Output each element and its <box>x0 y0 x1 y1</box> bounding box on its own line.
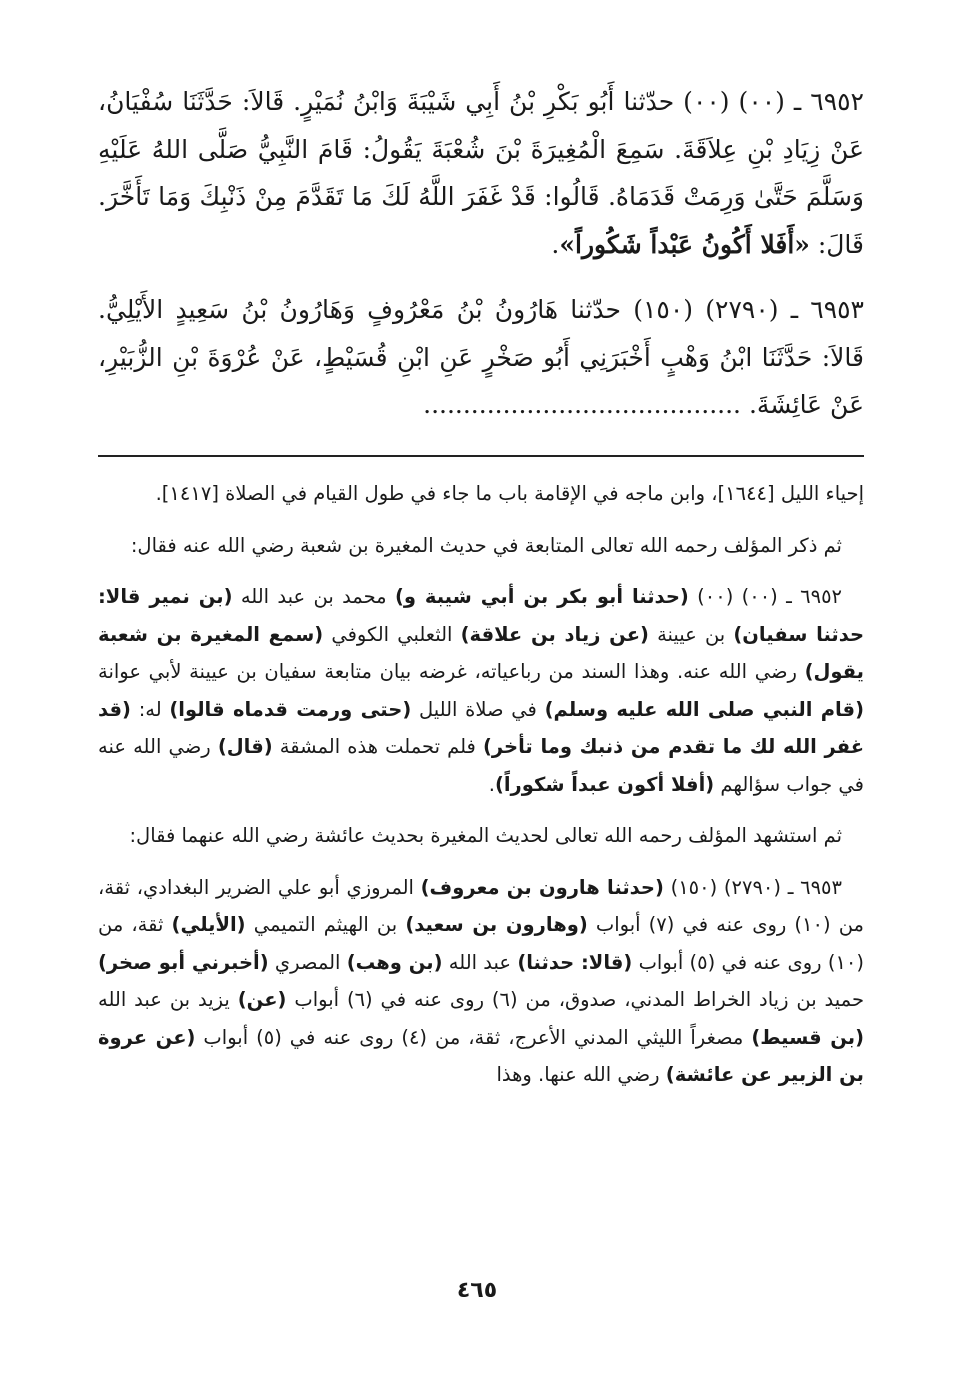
commentary-paragraph <box>98 475 864 513</box>
bold-quote: (حدثنا أبو بكر بن أبي شيبة و) <box>394 585 689 608</box>
bold-quote: (سمع المغيرة بن شعبة يقول) <box>98 622 864 683</box>
bold-quote: (عن عروة بن الزبير عن عائشة) <box>98 1025 864 1086</box>
text-span: عبد الله <box>448 950 512 974</box>
commentary <box>98 475 864 1108</box>
bold-quote: (قام النبي صلى الله عليه وسلم) <box>544 697 864 721</box>
hadith-body: حدّثنا هَارُونُ بْنُ مَعْرُوفٍ وَهَارُونُ بْنُ سَعِيدٍ الأَيْلِيُّ. قَالاَ: حَدَّثَنَا ابْنُ وَهْبٍ أَخْبَرَنِي أَبُو صَخْرٍ عَنِ ابْنِ قُسَيْطٍ، عَنْ عُرْوَةَ بْنِ الزُّبَيْرِ، عَنْ عَائِشَةَ. <box>98 295 864 419</box>
text-span: ثقة، من (١٠) روى عنه في (٥) أبواب <box>98 913 865 974</box>
text-span: فلم تحملت هذه المشقة <box>279 735 476 758</box>
text-span: له: <box>138 697 162 721</box>
bold-quote: (أخبرني أبو صخر) <box>98 950 269 974</box>
text-span: مصغراً الليثي المدني الأعرج، ثقة، من (٤) روى عنه في (٥) أبواب <box>203 1025 744 1049</box>
page-number: ٤٦٥ <box>456 1278 498 1303</box>
commentary-paragraph <box>98 869 864 1094</box>
paragraph-text: ثم ذكر المؤلف رحمه الله تعالى المتابعة في حديث المغيرة بن شعبة رضي الله عنه فقال: <box>130 533 842 557</box>
bold-quote: (الأيلي) <box>171 913 246 936</box>
hadith-number: ٦٩٥٣ ـ (٢٧٩٠) (١٥٠) <box>670 875 843 899</box>
bold-quote: (قال) <box>217 735 273 758</box>
text-span: رضي الله عنه. وهذا السند من رباعياته، غرضه بيان متابعة سفيان بن عيينة لأبي عوانة <box>98 660 797 683</box>
text-span: بن الهيثم التميمي <box>253 913 398 936</box>
hadith-6953 <box>98 286 864 429</box>
paragraph-text: ثم استشهد المؤلف رحمه الله تعالى لحديث المغيرة بحديث عائشة رضي الله عنهما فقال: <box>129 824 842 847</box>
text-span: يزيد بن عبد الله <box>98 988 230 1011</box>
text-span: بن عيينة <box>657 622 726 646</box>
text-span: المروزي أبو علي الضرير البغدادي، ثقة، من (١٠) روى عنه في (٧) أبواب <box>98 875 864 936</box>
text-span: في صلاة الليل <box>418 697 537 721</box>
hadith-quote: «أَفَلا أَكُونُ عَبْداً شَكُوراً» <box>559 229 810 259</box>
text-span: محمد بن عبد الله <box>240 585 387 608</box>
continuation-dots: ........................................ <box>423 390 741 419</box>
hadith-end: . <box>551 229 560 259</box>
bold-quote: (عن زياد بن علاقة) <box>460 622 649 646</box>
commentary-paragraph <box>98 527 864 565</box>
commentary-paragraph <box>98 578 864 803</box>
bold-quote: (قد غفر الله لك ما تقدم من ذنبك وما تأخر) <box>98 697 865 758</box>
text-span: . <box>488 772 495 796</box>
bold-quote: (وهارون بن سعيد) <box>405 913 588 936</box>
text-span: رضي الله عنه في جواب سؤالهم <box>98 735 864 796</box>
bold-quote: (بن نمير قالا: حدثنا سفيان) <box>98 585 865 646</box>
hadith-body: حدّثنا أَبُو بَكْرِ بْنُ أَبِي شَيْبَةَ وَابْنُ نُمَيْرٍ. قَالاَ: حَدَّثَنَا سُفْيَانُ، عَنْ زِيَادِ بْنِ عِلاَقَةَ. سَمِعَ الْمُغِيرَةَ بْنَ شُعْبَةَ يَقُولُ: قَامَ النَّبِيُّ صَلَّى اللهُ عَلَيْهِ وَسَلَّمَ حَتَّىٰ وَرِمَتْ قَدَمَاهُ. قَالُوا: قَدْ غَفَرَ اللَّهُ لَكَ مَا تَقَدَّمَ مِنْ ذَنْبِكَ وَمَا تَأَخَّرَ. قَالَ: <box>98 87 864 259</box>
bold-quote: (بن وهب) <box>346 950 443 974</box>
bold-quote: (عن) <box>237 988 287 1011</box>
bold-quote: (حتى ورمت قدماه قالوا) <box>169 697 412 721</box>
main-hadith-text <box>98 78 864 447</box>
bold-quote: (بن قسيط) <box>751 1025 865 1049</box>
commentary-paragraph <box>98 817 864 855</box>
footnote-divider <box>98 455 864 457</box>
text-span: المصري <box>274 950 341 974</box>
hadith-6952 <box>98 78 864 268</box>
hadith-number: ٦٩٥٢ ـ (٠٠) (٠٠) <box>683 87 864 116</box>
bold-quote: (قالا: حدثنا) <box>517 950 633 974</box>
text-span: رضي الله عنها. وهذا <box>496 1063 660 1086</box>
bold-quote: (أفلا أكون عبداً شكوراً) <box>494 772 715 796</box>
paragraph-text: إحياء الليل [١٦٤٤]، وابن ماجه في الإقامة باب ما جاء في طول القيام في الصلاة [١٤١٧]. <box>155 482 864 505</box>
text-span: الثعلبي الكوفي <box>331 622 453 646</box>
hadith-number: ٦٩٥٢ ـ (٠٠) (٠٠) <box>697 585 843 608</box>
bold-quote: (حدثنا هارون بن معروف) <box>420 875 664 899</box>
text-span: حميد بن زياد الخراط المدني، صدوق، من (٦) روى عنه في (٦) أبواب <box>294 988 865 1011</box>
hadith-number: ٦٩٥٣ ـ (٢٧٩٠) (١٥٠) <box>633 295 864 324</box>
